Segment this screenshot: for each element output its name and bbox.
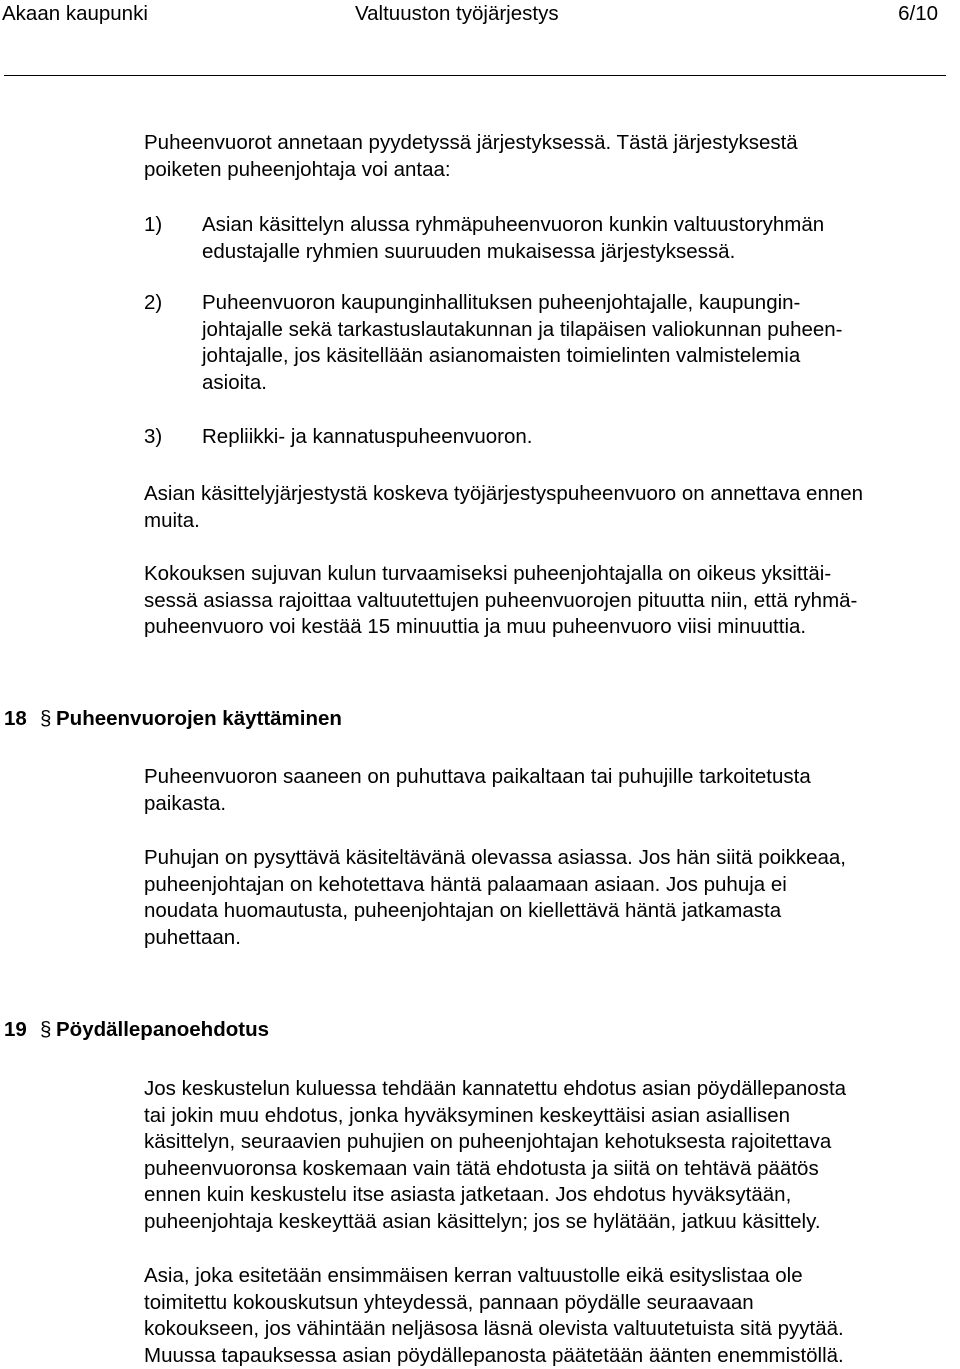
paragraph-speech-limits: Kokouksen sujuvan kulun turvaamiseksi puheenjohtajalla on oikeus yksittäi- sessä asiassa rajoittaa valtuutettujen puheenvuorojen pituutta niin, että ryhmä- puheenvuoro voi kestää 15 minuuttia ja muu puheenvuoro viisi minuuttia. [144, 562, 858, 638]
list-item-text: Repliikki- ja kannatuspuheenvuoron. [202, 425, 533, 448]
section-number: 19 [4, 1018, 27, 1041]
section-number: 18 [4, 707, 27, 730]
section-18-paragraph-2: Puhujan on pysyttävä käsiteltävänä olevassa asiassa. Jos hän siitä poikkeaa, puheenjohtajan on kehotettava häntä palaamaan asiaan. Jos puhuja ei noudata huomautusta, puheenjohtajan on kiellettävä häntä jatkamasta puhettaan. [144, 846, 846, 949]
intro-paragraph: Puheenvuorot annetaan pyydetyssä järjestyksessä. Tästä järjestyksestä poiketen puheenjohtaja voi antaa: [144, 131, 798, 181]
header-rule [4, 75, 946, 76]
section-title: Pöydällepanoehdotus [56, 1018, 269, 1041]
list-item-number: 1) [144, 213, 163, 236]
list-item-number: 2) [144, 291, 163, 314]
page-number: 6/10 [898, 2, 938, 25]
municipality-name: Akaan kaupunki [2, 2, 148, 25]
section-19-paragraph-2: Asia, joka esitetään ensimmäisen kerran valtuustolle eikä esityslistaa ole toimitettu kokouskutsun yhteydessä, pannaan pöydälle seuraavaan kokoukseen, jos vähintään neljäsosa läsnä olevista valtuutetuista sitä pyytää. Muussa tapauksessa asian pöydällepanosta päätetään äänten enemmistöllä. [144, 1264, 844, 1367]
section-symbol: § [40, 707, 52, 730]
document-title: Valtuuston työjärjestys [355, 2, 559, 25]
list-item-number: 3) [144, 425, 163, 448]
list-item-text: Puheenvuoron kaupunginhallituksen puheenjohtajalle, kaupungin- johtajalle sekä tarkastuslautakunnan ja tilapäisen valiokunnan puheen- johtajalle, jos käsitellään asianomaisten toimielinten valmistelemia asioita. [202, 291, 843, 394]
section-18-paragraph-1: Puheenvuoron saaneen on puhuttava paikaltaan tai puhujille tarkoitetusta paikasta. [144, 765, 811, 815]
list-item-text: Asian käsittelyn alussa ryhmäpuheenvuoron kunkin valtuustoryhmän edustajalle ryhmien suuruuden mukaisessa järjestyksessä. [202, 213, 825, 263]
section-symbol: § [40, 1018, 52, 1041]
paragraph-order-speech: Asian käsittelyjärjestystä koskeva työjärjestyspuheenvuoro on annettava ennen muita. [144, 482, 864, 532]
section-title: Puheenvuorojen käyttäminen [56, 707, 342, 730]
section-19-paragraph-1: Jos keskustelun kuluessa tehdään kannatettu ehdotus asian pöydällepanosta tai jokin muu ehdotus, jonka hyväksyminen keskeyttäisi asian asiallisen käsittelyn, seuraavien puhujien on puheenjohtajan kehotuksesta rajoitettava puheenvuoronsa koskemaan vain tätä ehdotusta ja siitä on tehtävä päätös ennen kuin keskustelu itse asiasta jatketaan. Jos ehdotus hyväksytään, puheenjohtaja keskeyttää asian käsittelyn; jos se hylätään, jatkuu käsittely. [144, 1077, 847, 1233]
page-header [0, 0, 960, 30]
